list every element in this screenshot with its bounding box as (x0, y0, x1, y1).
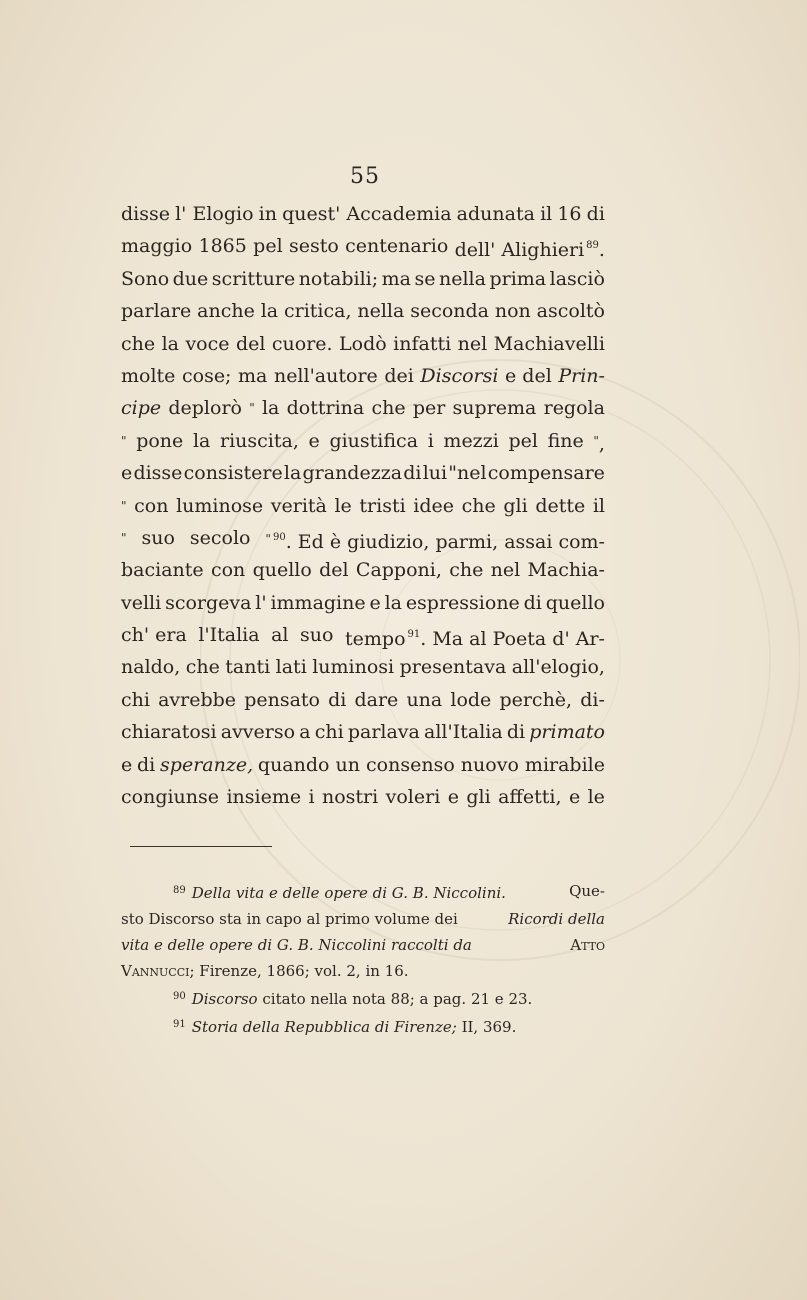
text-line: velli scorgeva l' immagine e la espressione di quello (121, 591, 605, 614)
text-line: parlare anche la critica, nella seconda non ascoltò (121, 300, 605, 323)
text-line: e disse consistere la grandezza di lui "nel compensare (121, 462, 605, 485)
text-line: maggio 1865 pel sesto centenario dell' Alighieri $^{89}$. (121, 235, 605, 262)
page-number: 55 (350, 164, 380, 189)
footnote-89-line: vita e delle opere di G. B. Niccolini raccolti da Atto (121, 936, 605, 954)
body-text (121, 198, 605, 813)
text-line: baciante con quello del Capponi, che nel Machia- (121, 559, 605, 582)
text-line: " pone la riuscita, e giustifica i mezzi pel fine ", (121, 429, 605, 455)
text-line: che la voce del cuore. Lodò infatti nel Machiavelli (121, 332, 605, 355)
text-line: chiaratosi avverso a chi parlava all'Italia di primato (121, 721, 605, 744)
text-line: ch' era l'Italia al suo tempo $^{91}$. Ma al Poeta d' Ar- (121, 624, 605, 651)
text-line: Sono due scritture notabili; ma se nella prima lasciò (121, 267, 605, 290)
footnotes (121, 878, 605, 1040)
text-line: " suo secolo " $^{90}$. Ed è giudizio, parmi, assai com- (121, 526, 605, 553)
footnote-90: $^{90}$ Discorso citato nella nota 88; a pag. 21 e 23. (173, 990, 533, 1008)
footnote-89-line: Vannucci; Firenze, 1866; vol. 2, in 16. (121, 962, 409, 980)
text-line: disse l' Elogio in quest' Accademia adunata il 16 di (121, 203, 605, 225)
text-line: cipe deplorò " la dottrina che per suprema regola (121, 397, 605, 420)
text-line: e di speranze, quando un consenso nuovo mirabile (121, 753, 605, 776)
text-line: naldo, che tanti lati luminosi presentava all'elogio, (121, 656, 605, 679)
text-line: chi avrebbe pensato di dare una lode perchè, di- (121, 688, 605, 711)
text-line: molte cose; ma nell'autore dei Discorsi e del Prin- (121, 364, 605, 387)
text-line: congiunse insieme i nostri voleri e gli affetti, e le (121, 786, 605, 809)
footnote-91: $^{91}$ Storia della Repubblica di Firenze; II, 369. (173, 1018, 517, 1036)
footnote-89-line: sto Discorso sta in capo al primo volume dei Ricordi della (121, 910, 605, 928)
footnote-ref-89: 89 (586, 240, 599, 252)
text-line: " con luminose verità le tristi idee che gli dette il (121, 494, 605, 517)
footnote-ref-91: 91 (407, 629, 421, 641)
footnote-ref-90: 90 (272, 531, 286, 543)
footnote-89: $^{89}$ Della vita e delle opere di G. B. Niccolini. Que- (173, 882, 605, 902)
footnote-separator-rule (130, 846, 272, 847)
